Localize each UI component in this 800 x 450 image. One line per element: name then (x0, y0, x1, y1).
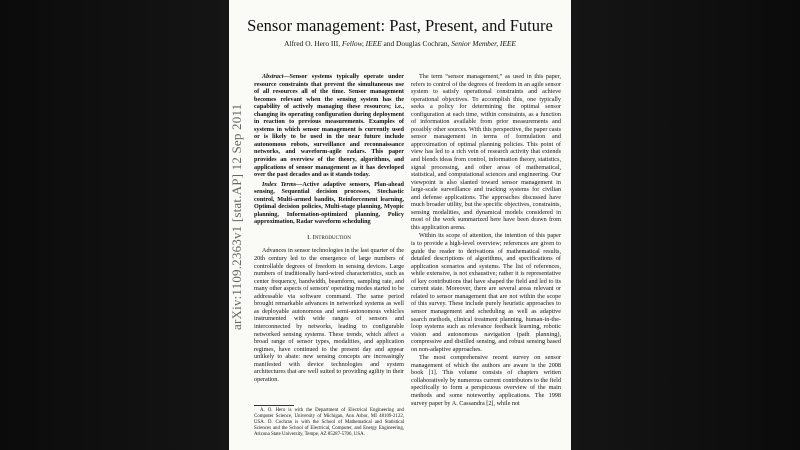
abstract-label: Abstract (262, 73, 284, 80)
author-1-name: Alfred O. Hero III, (284, 39, 341, 48)
index-terms (254, 181, 404, 226)
arxiv-identifier-stamp: arXiv:1109.2363v1 [stat.AP] 12 Sep 2011 (229, 103, 244, 330)
index-terms-label: Index Terms (262, 180, 297, 188)
section-heading-introduction: I. Introduction (307, 233, 351, 241)
index-terms-text: —Active adaptive sensors, Plan-ahead sensing, Sequential decision processes, Stochastic control, Multi-armed bandits, Reinforcement learning, Optimal decision policies, Multi-stage planning, Myopic planning, Information-optimized planning, Policy approximation, Radar waveform scheduling (254, 180, 404, 226)
paper-authors (229, 39, 571, 48)
left-column (254, 73, 404, 384)
author-1-role: Fellow, IEEE (341, 39, 382, 48)
abstract-text: —Sensor systems typically operate under resource constraints that prevent the simultaneous use of all resources all of the time. Sensor management becomes relevant when the sensing system has the capability of actively managing these resources; i.e., changing its operating configuration during deployment in reaction to previous measurements. Examples of systems in which sensor management is currently used or is likely to be used in the near future include autonomous robots, surveillance and reconnaissance networks, and waveform-agile radars. This paper provides an overview of the theory, algorithms, and applications of sensor management as it has developed over the past decades and as it stands today. (254, 73, 404, 179)
abstract (254, 73, 404, 179)
paper-title: Sensor management: Past, Present, and Future (247, 16, 553, 35)
right-column (411, 73, 561, 408)
author-2-role: Senior Member, IEEE (451, 39, 516, 48)
paper-page (229, 0, 571, 450)
footnote: A. O. Hero is with the Department of Electrical Engineering and Computer Science, University of Michigan, Ann Arbor, MI 48109-2122, USA. D. Cochran is with the School of Mathematical and Statistical Sciences and the School of Electrical, Computer, and Energy Engineering, Arizona State University, Tempe, AZ 85287-5706, USA. (254, 408, 404, 437)
footnote-rule (254, 405, 294, 406)
right-paragraph-1: The term “sensor management,” as used in this paper, refers to control of the degrees of freedom in an agile sensor system to satisfy operational constraints and achieve operational objectives. To accomplish this, one typically seeks a policy for determining the optimal sensor configuration at each time, within constraints, as a function of information available from prior measurements and possibly other sources. With this perspective, the paper casts sensor management in terms of formulation and approximation of optimal planning policies. This point of view has led to a rich vein of research activity that extends and blends ideas from control, information theory, statistics, signal processing, and other areas of mathematical, statistical, and computational sciences and engineering. Our viewpoint is also slanted toward sensor management in large-scale surveillance and tracking systems for civilian and defense applications. The approaches discussed have much broader utility, but the specific objectives, constraints, sensing modalities, and dynamical models considered in most of the work summarized here have been drawn from this application arena. (411, 73, 561, 231)
intro-paragraph-1: Advances in sensor technologies in the last quarter of the 20th century led to the emergence of large numbers of controllable degrees of freedom in sensing devices. Large numbers of traditionally hard-wired characteristics, such as center frequency, bandwidth, beamform, sampling rate, and many other aspects of sensors' operating modes started to be addressable via software command. The same period brought remarkable advances in networked systems as well as deployable autonomous and semi-autonomous vehicles instrumented with wide ranges of sensors and interconnected by networks, leading to configurable networked sensing systems. These trends, which affect a broad range of sensor types, modalities, and application regimes, have continued to the present day and appear unlikely to abate: new sensing concepts are increasingly manifested with device technologies and system architectures that are well suited to providing agility in their operation. (254, 247, 404, 383)
right-paragraph-2: Within its scope of attention, the intention of this paper is to provide a high-level overview; references are given to guide the reader to derivations of mathematical results, detailed descriptions of algorithms, and specifications of application scenarios and systems. The list of references, while extensive, is not exhaustive; rather it is representative of key contributions that have shaped the field and led to its current state. Moreover, there are several areas relevant or related to sensor management that are not within the scope of this survey. These include purely heuristic approaches to sensor management and scheduling as well as adaptive search methods, clinical treatment planning, human-in-the-loop systems such as relevance feedback learning, robotic vision and autonomous navigation (path planning), compressive and distilled sensing, and robust sensing based on non-adaptive approaches. (411, 232, 561, 353)
author-joiner: and Douglas Cochran, (383, 39, 450, 48)
viewer-background-right (571, 0, 800, 450)
right-paragraph-3: The most comprehensive recent survey on sensor management of which the authors are aware is the 2008 book [1]. This volume consists of chapters written collaboratively by numerous current contributors to the field specifically to form a perspicuous overview of the main methods and some noteworthy applications. The 1998 survey paper by A. Cassandra [2], while not (411, 354, 561, 407)
viewer-background-left (0, 0, 229, 450)
